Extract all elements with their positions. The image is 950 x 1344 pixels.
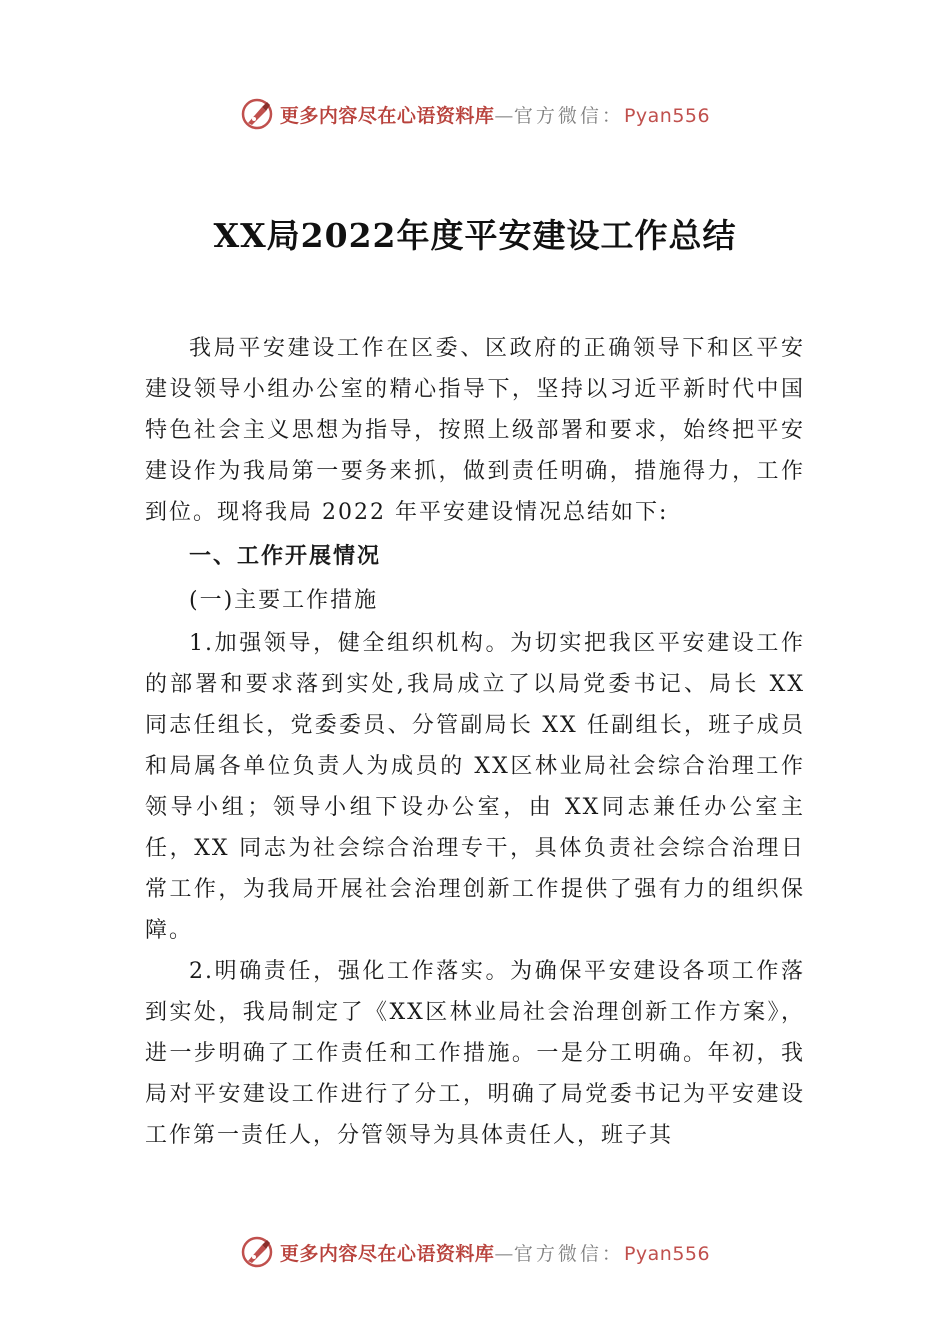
document-title: XX局2022年度平安建设工作总结 (213, 216, 737, 255)
watermark-wechat-id: Pyan556 (623, 104, 711, 127)
watermark-wechat-id: Pyan556 (623, 1242, 711, 1265)
watermark-label: 官方微信： (513, 104, 624, 127)
watermark-separator: — (494, 104, 514, 127)
watermark-text (280, 101, 710, 128)
item-paragraph-1: 1.加强领导，健全组织机构。为切实把我区平安建设工作的部署和要求落到实处,我局成立了以局党委书记、局长 XX 同志任组长，党委委员、分管副局长 XX 任副组长，班子成员和局属各单位负责人为成员的 XX区林业局社会综合治理工作领导小组；领导小组下设办公室，由 XX同志兼任办公室主任，XX 同志为社会综合治理专干，具体负责社会综合治理日常工作，为我局开展社会治理创新工作提供了强有力的组织保障。 (145, 631, 805, 943)
document-body (145, 328, 805, 1156)
watermark-brand: 更多内容尽在心语资料库 (279, 104, 495, 127)
watermark-label: 官方微信： (513, 1242, 624, 1265)
header-watermark (0, 94, 950, 134)
subsection-heading: (一)主要工作措施 (189, 588, 379, 613)
watermark-separator: — (494, 1242, 514, 1265)
watermark-text (280, 1239, 710, 1266)
footer-watermark (0, 1232, 950, 1272)
section-heading: 一、工作开展情况 (189, 544, 382, 569)
item-paragraph-2: 2.明确责任，强化工作落实。为确保平安建设各项工作落到实处，我局制定了《XX区林业局社会治理创新工作方案》，进一步明确了工作责任和工作措施。一是分工明确。年初，我局对平安建设工作进行了分工，明确了局党委书记为平安建设工作第一责任人，分管领导为具体责任人，班子其 (145, 959, 805, 1148)
pen-nib-logo-icon (240, 1235, 274, 1269)
pen-nib-logo-icon (240, 97, 274, 131)
watermark-brand: 更多内容尽在心语资料库 (279, 1242, 495, 1265)
intro-paragraph: 我局平安建设工作在区委、区政府的正确领导下和区平安建设领导小组办公室的精心指导下，坚持以习近平新时代中国特色社会主义思想为指导，按照上级部署和要求，始终把平安建设作为我局第一要务来抓，做到责任明确，措施得力，工作到位。现将我局 2022 年平安建设情况总结如下: (145, 336, 805, 525)
